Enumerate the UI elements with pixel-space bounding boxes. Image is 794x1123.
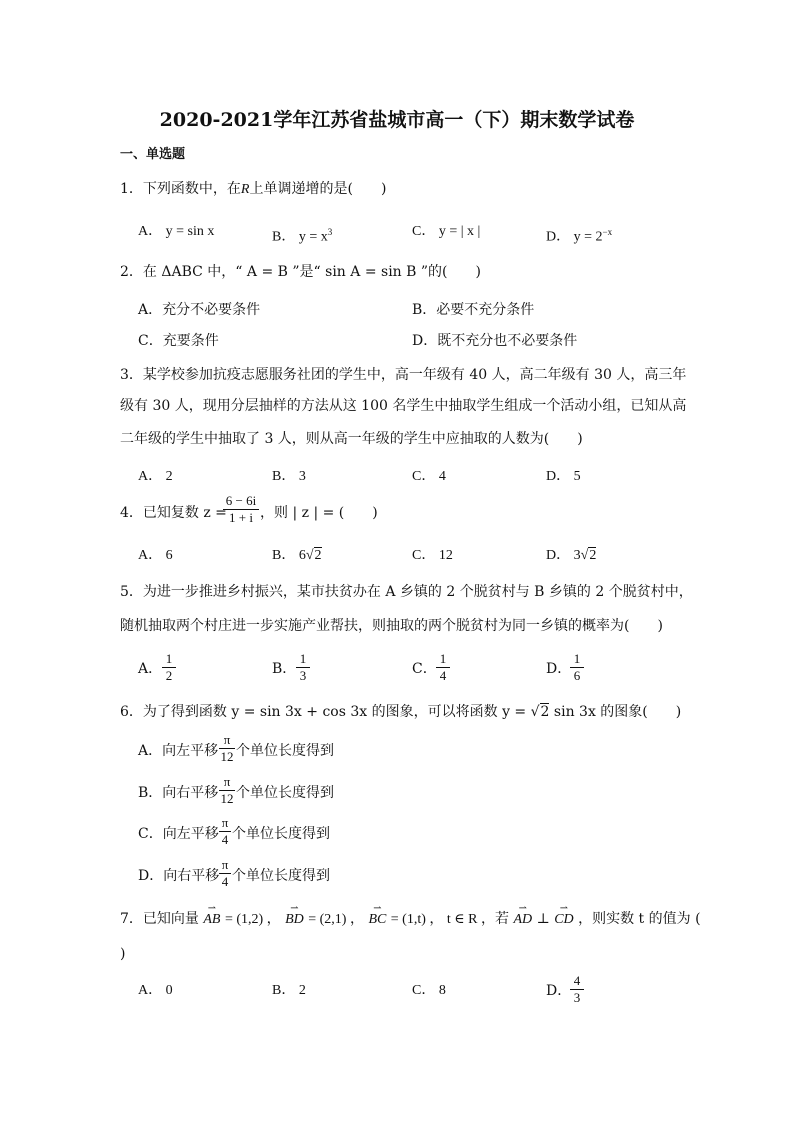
q6-option-d-fraction: π 4 [219, 858, 231, 889]
q4-option-d: D． 3√2 [546, 548, 597, 563]
q4-option-b: B． 6√2 [272, 548, 322, 563]
q5-option-b: B． [272, 661, 297, 677]
question-4-stem-b: ，则 | z | = ( ) [260, 505, 378, 521]
q3-option-d: D． 5 [546, 469, 581, 484]
q2-option-d: D．既不充分也不必要条件 [412, 333, 578, 349]
section-heading: 一、单选题 [120, 147, 186, 162]
q5-option-c: C． [412, 661, 437, 677]
q5-option-c-fraction: 1 4 [436, 652, 450, 683]
q2-option-c: C．充要条件 [138, 333, 219, 349]
question-7-stem: 7．已知向量 ⇀ AB = (1,2) ， ⇀ BD = (2,1) ， ⇀ BC = (1,t) ， t ∈ R ，若 ⇀ AD ⊥ ⇀ CD ，则实数 t 的值为 ( [120, 910, 701, 929]
q6-option-c-pre: C．向左平移 [138, 826, 219, 842]
q5-option-a-fraction: 1 2 [162, 652, 176, 683]
q3-option-a: A． 2 [138, 469, 173, 484]
q3-option-b: B． 3 [272, 469, 306, 484]
q6-option-a-fraction: π 12 [220, 732, 234, 764]
question-3-line-3: 二年级的学生中抽取了 3 人，则从高一年级的学生中应抽取的人数为( ) [120, 431, 583, 447]
q1-option-a: A． y = sin x [138, 224, 215, 239]
q6-option-b-post: 个单位长度得到 [236, 785, 334, 801]
q5-option-b-fraction: 1 3 [296, 652, 310, 683]
q1-option-d: D． $y = 2^{-x}$ [546, 227, 613, 245]
q5-option-d-fraction: 1 6 [570, 652, 584, 683]
question-5-line-2: 随机抽取两个村庄进一步实施产业帮扶，则抽取的两个脱贫村为同一乡镇的概率为( ) [120, 618, 663, 634]
q4-fraction: 6 − 6i 1 + i [223, 494, 259, 525]
q7-option-a: A． 0 [138, 983, 173, 998]
q6-option-a-pre: A．向左平移 [138, 743, 219, 759]
question-3-line-1: 3．某学校参加抗疫志愿服务社团的学生中，高一年级有 40 人，高二年级有 30 人，高三年 [120, 367, 687, 383]
q7-option-b: B． 2 [272, 983, 306, 998]
q4-option-a: A． 6 [138, 548, 173, 563]
q3-option-c: C． 4 [412, 469, 446, 484]
q2-option-a: A．充分不必要条件 [138, 302, 261, 318]
question-7-line-2: ) [120, 946, 126, 962]
question-4-stem-a: 4．已知复数 z = [120, 505, 227, 521]
q6-option-c-post: 个单位长度得到 [232, 826, 330, 842]
q1-option-b: B． $y = x^3$ [272, 227, 333, 245]
q6-option-d-pre: D．向右平移 [138, 868, 220, 884]
q6-option-b-fraction: π 12 [220, 774, 234, 806]
question-1-stem: 1．下列函数中，在R上单调递增的是( ) [120, 181, 387, 197]
q1-option-c: C． y = | x | [412, 224, 481, 239]
q7-option-d: D． [546, 983, 572, 999]
question-6-stem: 6．为了得到函数 y = sin 3x + cos 3x 的图象，可以将函数 y = √2 sin 3x 的图象( ) [120, 704, 682, 720]
q6-option-b-pre: B．向右平移 [138, 785, 219, 801]
question-5-line-1: 5．为进一步推进乡村振兴，某市扶贫办在 A 乡镇的 2 个脱贫村与 B 乡镇的 2 个脱贫村中， [120, 584, 693, 600]
q7-option-d-fraction: 4 3 [570, 974, 584, 1005]
q7-option-c: C． 8 [412, 983, 446, 998]
q5-option-d: D． [546, 661, 572, 677]
exam-title: 2020-2021学年江苏省盐城市高一（下）期末数学试卷 [159, 109, 635, 131]
question-3-line-2: 级有 30 人，现用分层抽样的方法从这 100 名学生中抽取学生组成一个活动小组，已知从高 [120, 398, 687, 414]
q5-option-a: A． [138, 661, 163, 677]
q6-option-c-fraction: π 4 [219, 816, 231, 847]
q6-option-d-post: 个单位长度得到 [232, 868, 330, 884]
q6-option-a-post: 个单位长度得到 [236, 743, 334, 759]
q2-option-b: B．必要不充分条件 [412, 302, 535, 318]
q4-option-c: C． 12 [412, 548, 453, 563]
question-2-stem: 2．在 ΔABC 中，“ A = B ”是“ sin A = sin B ”的( ) [120, 264, 481, 280]
